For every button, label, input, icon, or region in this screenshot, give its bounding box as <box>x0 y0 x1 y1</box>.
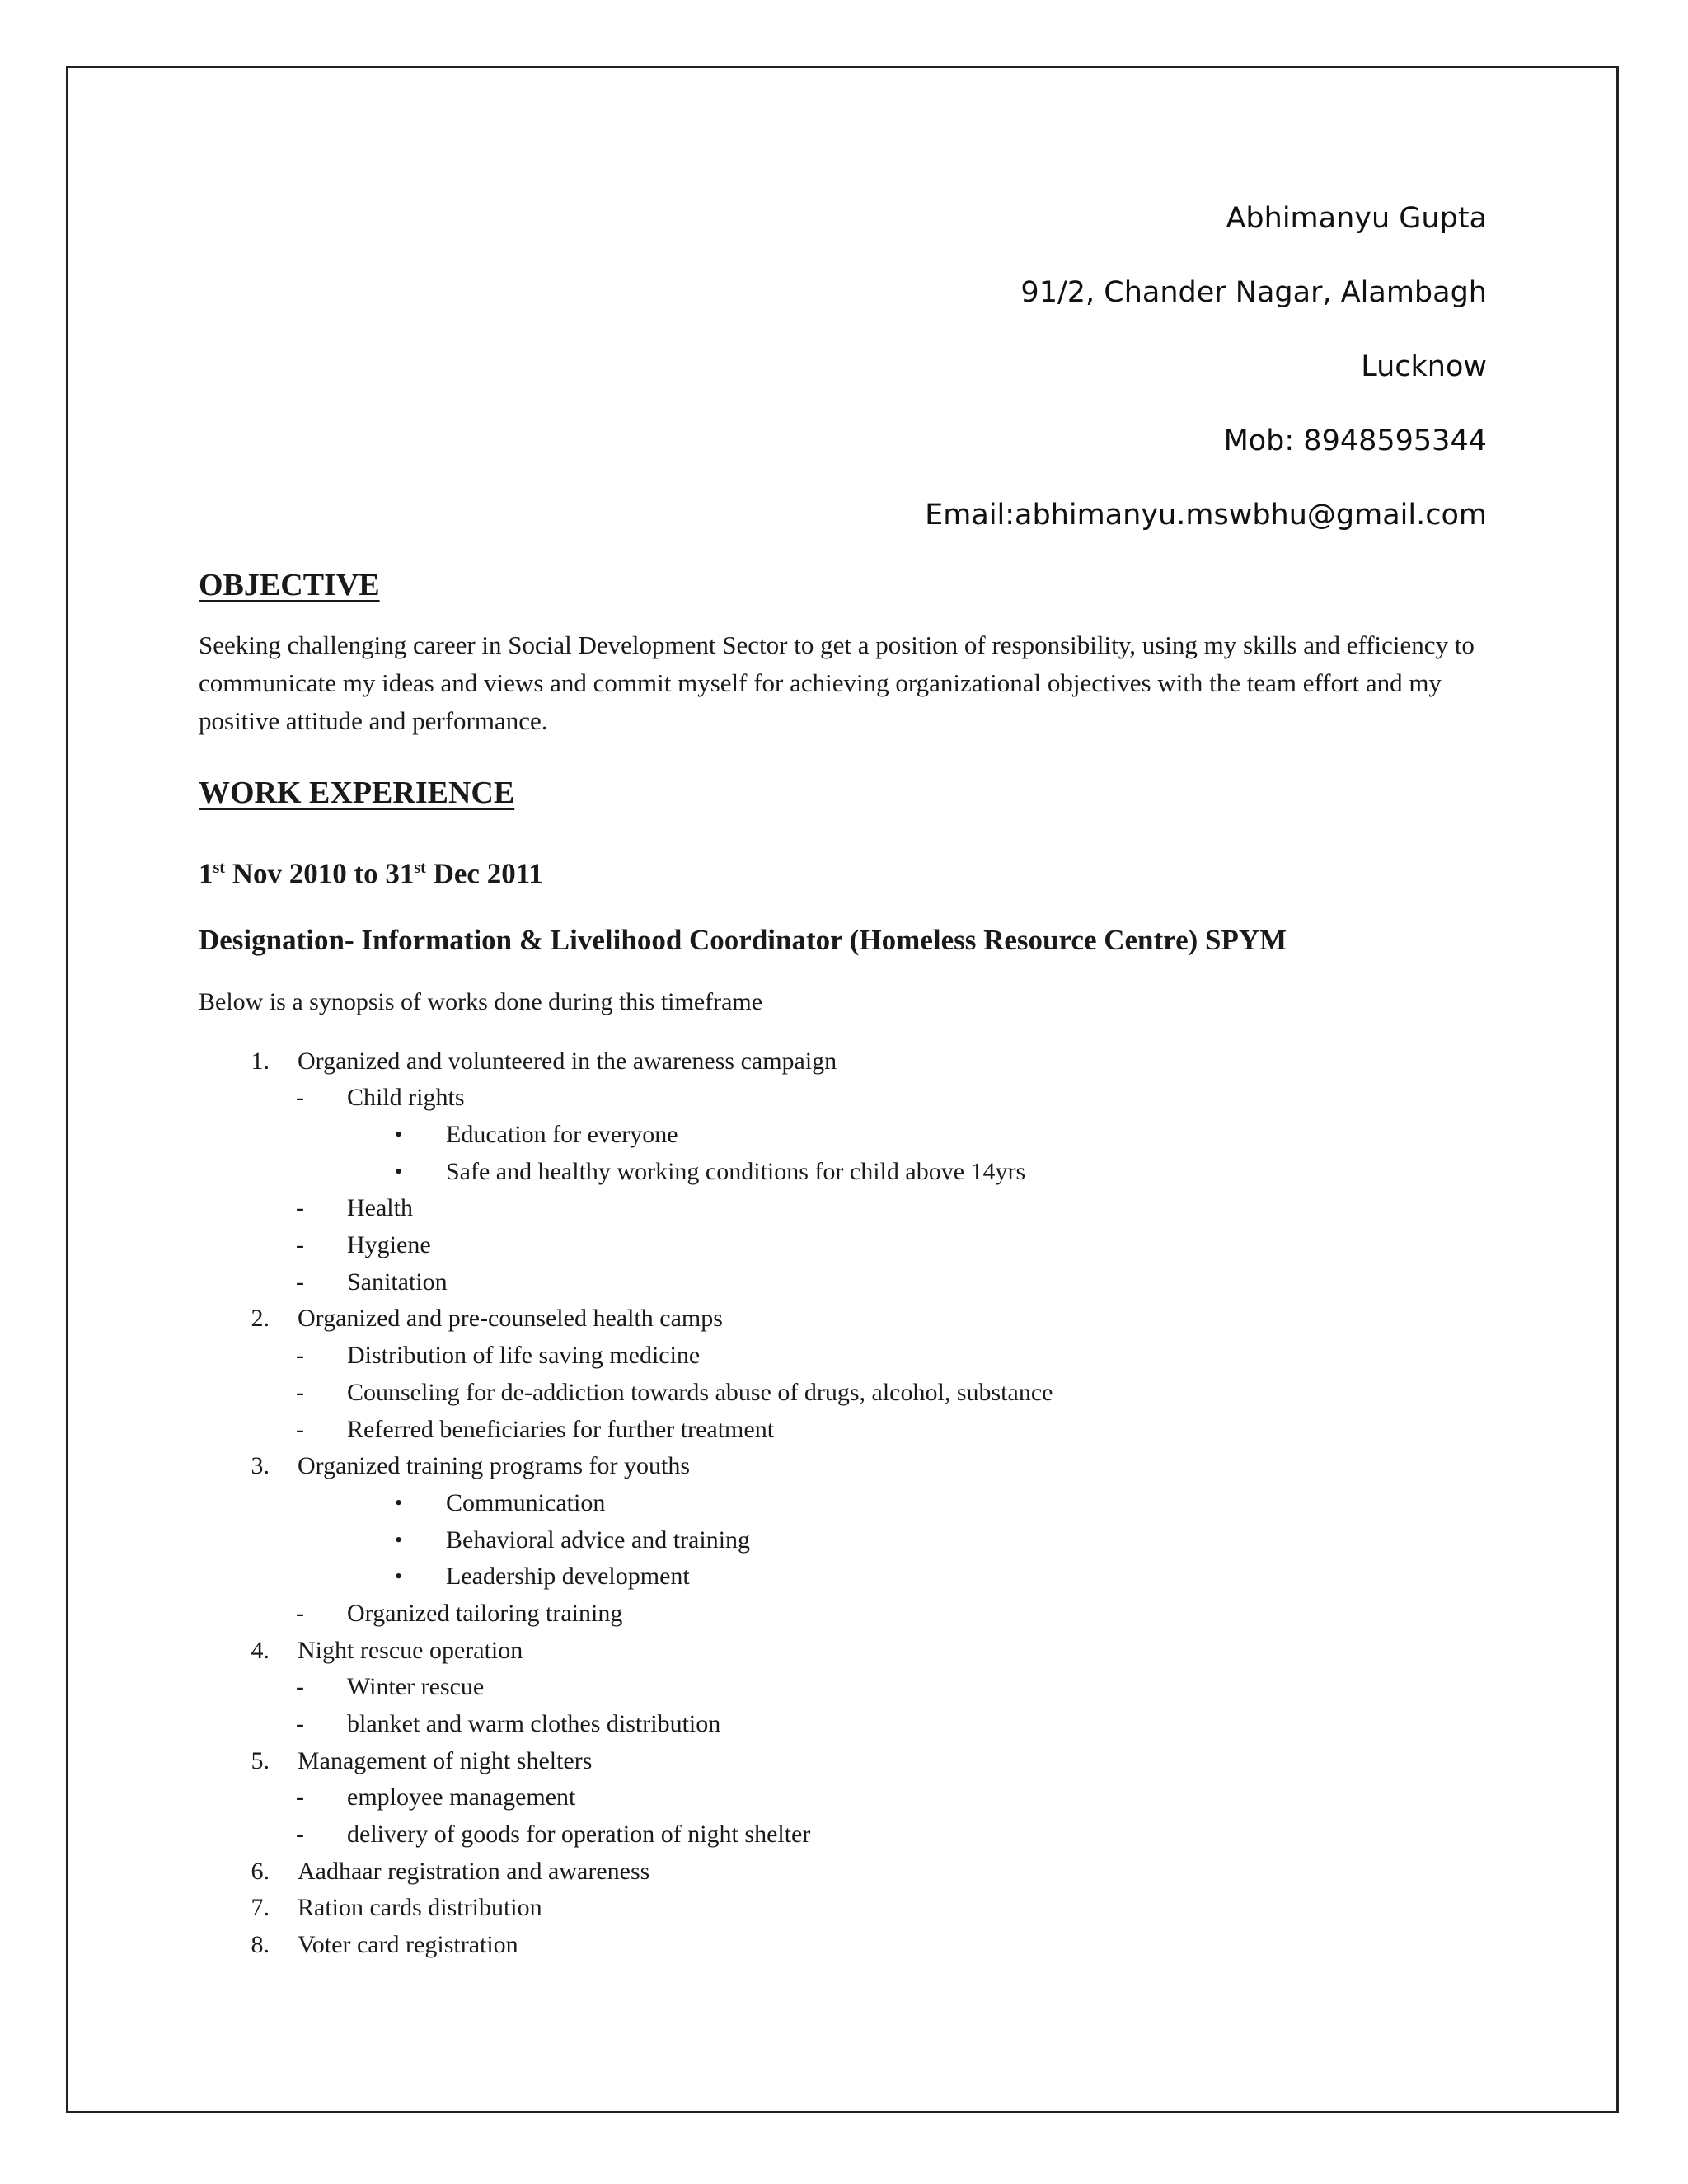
list-item <box>199 1264 1501 1301</box>
list-dash: - <box>296 1378 304 1406</box>
list-item-text: Aadhaar registration and awareness <box>298 1857 650 1885</box>
start-month-end-day: Nov 2010 to 31 <box>224 857 415 890</box>
list-item-text: Behavioral advice and training <box>446 1526 751 1554</box>
list-item <box>199 1779 1501 1816</box>
bullet-icon: • <box>395 1122 403 1147</box>
list-item <box>199 1706 1501 1743</box>
list-item <box>199 1558 1501 1596</box>
list-item-text: Hygiene <box>347 1231 431 1259</box>
list-item-text: Communication <box>446 1488 606 1516</box>
start-day: 1 <box>199 857 213 890</box>
list-item-text: Ration cards distribution <box>298 1894 542 1922</box>
list-item-text: Winter rescue <box>347 1673 485 1701</box>
list-item <box>199 1375 1501 1412</box>
list-item-text: Leadership development <box>446 1563 690 1591</box>
list-item-text: employee management <box>347 1783 576 1811</box>
list-item <box>199 1816 1501 1854</box>
list-item-text: blanket and warm clothes distribution <box>347 1710 721 1738</box>
contact-header <box>925 190 1487 560</box>
list-item <box>199 1596 1501 1633</box>
list-item-text: Organized and pre-counseled health camps <box>298 1305 723 1333</box>
list-item-text: Child rights <box>347 1084 465 1112</box>
list-number: 2. <box>251 1305 270 1333</box>
list-item <box>199 1927 1501 1964</box>
list-item <box>199 1338 1501 1375</box>
list-item <box>199 1485 1501 1522</box>
bullet-icon: • <box>395 1159 403 1183</box>
list-item-text: Safe and healthy working conditions for child above 14yrs <box>446 1157 1026 1185</box>
start-day-suffix: st <box>213 859 225 877</box>
contact-address: 91/2, Chander Nagar, Alambagh <box>1020 276 1487 309</box>
list-item <box>199 1227 1501 1264</box>
list-item <box>199 1743 1501 1780</box>
list-item-text: Education for everyone <box>446 1121 678 1149</box>
list-dash: - <box>296 1783 304 1811</box>
list-item-text: Voter card registration <box>298 1931 518 1959</box>
objective-text: Seeking challenging career in Social Development Sector to get a position of responsibility, using my skills and efficiency to communicate my ideas and views and commit myself for achieving organizational objectives with the team effort and my positive attitude and performance. <box>199 630 1475 735</box>
list-item <box>199 1117 1501 1154</box>
list-number: 6. <box>251 1857 270 1885</box>
bullet-icon: • <box>395 1564 403 1589</box>
list-item <box>199 1301 1501 1338</box>
list-dash: - <box>296 1673 304 1701</box>
end-day-suffix: st <box>414 859 426 877</box>
list-dash: - <box>296 1194 304 1222</box>
list-item <box>199 1633 1501 1670</box>
contact-email: Email:abhimanyu.mswbhu@gmail.com <box>925 499 1487 532</box>
list-item-text: Organized tailoring training <box>347 1599 623 1627</box>
list-item-text: Health <box>347 1194 413 1222</box>
list-item <box>199 1190 1501 1227</box>
employment-period <box>199 847 1501 895</box>
list-number: 4. <box>251 1636 270 1664</box>
list-number: 8. <box>251 1931 270 1959</box>
list-dash: - <box>296 1231 304 1259</box>
list-item <box>199 1080 1501 1117</box>
list-dash: - <box>296 1268 304 1296</box>
contact-mobile: Mob: 8948595344 <box>1223 424 1487 457</box>
list-item <box>199 1043 1501 1080</box>
list-item <box>199 1448 1501 1485</box>
list-number: 5. <box>251 1746 270 1774</box>
list-dash: - <box>296 1415 304 1443</box>
synopsis-intro: Below is a synopsis of works done during this timeframe <box>199 987 763 1015</box>
bullet-icon: • <box>395 1490 403 1515</box>
list-item-text: Organized and volunteered in the awareness campaign <box>298 1047 837 1075</box>
contact-city: Lucknow <box>1361 350 1487 383</box>
contact-name: Abhimanyu Gupta <box>1226 202 1487 235</box>
list-item <box>199 1669 1501 1706</box>
list-item-text: Distribution of life saving medicine <box>347 1342 701 1370</box>
list-dash: - <box>296 1821 304 1849</box>
list-item-text: Night rescue operation <box>298 1636 523 1664</box>
list-item <box>199 1412 1501 1449</box>
work-items-list <box>199 1043 1501 1964</box>
list-item <box>199 1522 1501 1559</box>
resume-body <box>199 560 1501 1964</box>
list-number: 1. <box>251 1047 270 1075</box>
list-item-text: Management of night shelters <box>298 1746 593 1774</box>
list-number: 7. <box>251 1894 270 1922</box>
end-month-year: Dec 2011 <box>425 857 543 890</box>
list-item-text: Organized training programs for youths <box>298 1452 691 1480</box>
list-item <box>199 1154 1501 1191</box>
list-item-text: delivery of goods for operation of night shelter <box>347 1821 811 1849</box>
objective-heading: OBJECTIVE <box>199 568 380 602</box>
list-item <box>199 1854 1501 1891</box>
list-dash: - <box>296 1084 304 1112</box>
list-dash: - <box>296 1710 304 1738</box>
work-experience-heading: WORK EXPERIENCE <box>199 776 515 810</box>
list-item <box>199 1890 1501 1927</box>
list-item-text: Referred beneficiaries for further treatment <box>347 1415 775 1443</box>
list-dash: - <box>296 1599 304 1627</box>
designation: Designation- Information & Livelihood Coordinator (Homeless Resource Centre) SPYM <box>199 923 1287 956</box>
list-number: 3. <box>251 1452 270 1480</box>
list-item-text: Sanitation <box>347 1268 448 1296</box>
list-dash: - <box>296 1342 304 1370</box>
list-item-text: Counseling for de-addiction towards abuse of drugs, alcohol, substance <box>347 1378 1053 1406</box>
bullet-icon: • <box>395 1527 403 1552</box>
